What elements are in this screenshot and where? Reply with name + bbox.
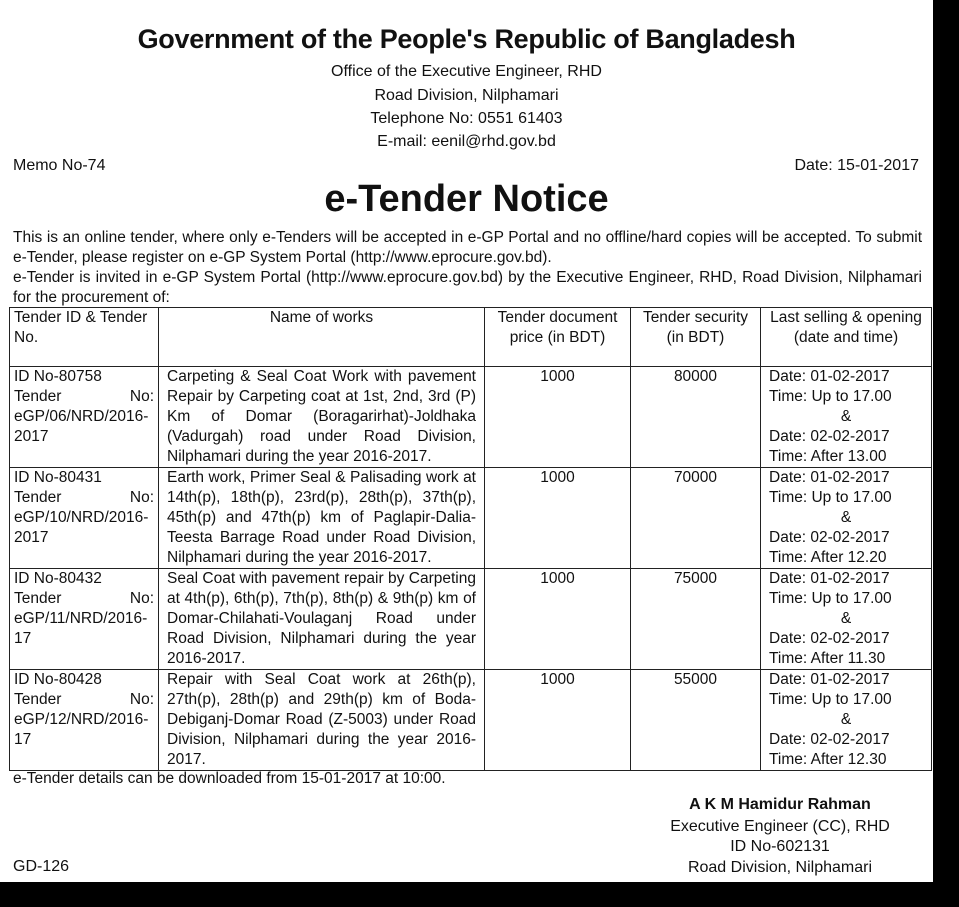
no-label: No: (129, 590, 154, 607)
work-name: Earth work, Primer Seal & Palisading work at 14th(p), 18th(p), 23rd(p), 28th(p), 37th(p), 45th(p) and 47th(p) km of Paglapir-Dalia-Teesta Barrage Road under Road Division, Nilphamari during the year 2016-2017. (159, 468, 485, 569)
selling-time: Time: Up to 17.00 (769, 590, 892, 607)
table-row (10, 569, 932, 670)
selling-opening-cell (761, 367, 932, 468)
tender-number: eGP/06/NRD/2016-2017 (14, 408, 149, 445)
tender-id-cell (10, 367, 159, 468)
gd-number: GD-126 (13, 858, 70, 875)
tender-id: ID No-80431 (14, 469, 102, 486)
header-document-price: Tender document price (in BDT) (485, 308, 631, 367)
memo-number: Memo No-74 (13, 157, 106, 174)
tender-number: eGP/11/NRD/2016-17 (14, 610, 148, 647)
opening-time: Time: After 13.00 (769, 448, 887, 465)
government-title: Government of the People's Republic of Bangladesh (137, 24, 796, 54)
table-header-row (10, 308, 932, 367)
ampersand: & (840, 610, 852, 627)
division-line: Road Division, Nilphamari (374, 87, 559, 104)
opening-date: Date: 02-02-2017 (769, 428, 890, 445)
tender-id-cell (10, 468, 159, 569)
ampersand: & (840, 711, 852, 728)
no-label: No: (129, 691, 154, 708)
ampersand: & (840, 509, 852, 526)
signatory-id: ID No-602131 (730, 838, 830, 855)
selling-opening-cell (761, 468, 932, 569)
tender-id: ID No-80758 (14, 368, 102, 385)
tender-id: ID No-80432 (14, 570, 102, 587)
notice-title: e-Tender Notice (324, 178, 609, 220)
opening-date: Date: 02-02-2017 (769, 529, 890, 546)
opening-date: Date: 02-02-2017 (769, 731, 890, 748)
selling-date: Date: 01-02-2017 (769, 671, 890, 688)
work-name: Seal Coat with pavement repair by Carpeting at 4th(p), 6th(p), 7th(p), 8th(p) & 9th(p) km of Domar-Chilahati-Voulaganj Road under Road Division, Nilphamari during the year 2016-2017. (159, 569, 485, 670)
opening-time: Time: After 11.30 (769, 650, 886, 667)
selling-time: Time: Up to 17.00 (769, 691, 892, 708)
tender-id: ID No-80428 (14, 671, 102, 688)
work-name: Repair with Seal Coat work at 26th(p), 27th(p), 28th(p) and 29th(p) km of Boda-Debiganj-Domar Road (Z-5003) under Road Division, Nilphamari during the year 2016-2017. (159, 670, 485, 771)
no-label: No: (129, 489, 154, 506)
signatory-name: A K M Hamidur Rahman (689, 796, 871, 813)
office-line: Office of the Executive Engineer, RHD (331, 63, 602, 80)
opening-time: Time: After 12.20 (769, 549, 887, 566)
signatory-division: Road Division, Nilphamari (687, 859, 873, 876)
notice-date: Date: 15-01-2017 (794, 157, 919, 174)
selling-opening-cell (761, 670, 932, 771)
header-tender-id: Tender ID & Tender No. (10, 308, 159, 367)
tender-label-line (14, 589, 154, 609)
opening-date: Date: 02-02-2017 (769, 630, 890, 647)
table-row (10, 367, 932, 468)
header-last-selling-opening: Last selling & opening (date and time) (761, 308, 932, 367)
selling-time: Time: Up to 17.00 (769, 489, 892, 506)
opening-time: Time: After 12.30 (769, 751, 887, 768)
tender-security: 75000 (631, 569, 761, 670)
header-name-of-works: Name of works (159, 308, 485, 367)
document-price: 1000 (485, 367, 631, 468)
ampersand: & (840, 408, 852, 425)
tender-number: eGP/10/NRD/2016-2017 (14, 509, 149, 546)
table-row (10, 468, 932, 569)
selling-date: Date: 01-02-2017 (769, 368, 890, 385)
signatory-designation: Executive Engineer (CC), RHD (670, 818, 890, 835)
selling-opening-cell (761, 569, 932, 670)
selling-date: Date: 01-02-2017 (769, 469, 890, 486)
intro-paragraph-2: e-Tender is invited in e-GP System Portal (http://www.eprocure.gov.bd) by the Executive Engineer, RHD, Road Division, Nilphamari for the procurement of: (13, 269, 922, 306)
document-price: 1000 (485, 468, 631, 569)
email-line: E-mail: eenil@rhd.gov.bd (377, 133, 556, 150)
tender-id-cell (10, 670, 159, 771)
no-label: No: (129, 388, 154, 405)
tender-label: Tender (14, 691, 62, 708)
document-price: 1000 (485, 569, 631, 670)
work-name: Carpeting & Seal Coat Work with pavement Repair by Carpeting coat at 1st, 2nd, 3rd (P) Km of Domar (Boragarirhat)-Joldhaka (Vadurgah) road under Road Division, Nilphamari during the year 2016-2017. (159, 367, 485, 468)
document-price: 1000 (485, 670, 631, 771)
table-row (10, 670, 932, 771)
telephone-line: Telephone No: 0551 61403 (370, 110, 563, 127)
intro-paragraph-1: This is an online tender, where only e-Tenders will be accepted in e-GP Portal and no offline/hard copies will be accepted. To submit e-Tender, please register on e-GP System Portal (http://www.eprocure.gov.bd). (13, 229, 922, 266)
tender-label-line (14, 387, 154, 407)
tender-id-cell (10, 569, 159, 670)
tender-label: Tender (14, 590, 62, 607)
selling-date: Date: 01-02-2017 (769, 570, 890, 587)
download-note: e-Tender details can be downloaded from 15-01-2017 at 10:00. (13, 770, 446, 787)
tender-number: eGP/12/NRD/2016-17 (14, 711, 149, 748)
selling-time: Time: Up to 17.00 (769, 388, 892, 405)
tender-security: 70000 (631, 468, 761, 569)
tender-security: 55000 (631, 670, 761, 771)
tender-label: Tender (14, 489, 62, 506)
tender-table (9, 307, 932, 771)
tender-label-line (14, 488, 154, 508)
tender-security: 80000 (631, 367, 761, 468)
tender-label: Tender (14, 388, 62, 405)
tender-label-line (14, 690, 154, 710)
header-tender-security: Tender security (in BDT) (631, 308, 761, 367)
